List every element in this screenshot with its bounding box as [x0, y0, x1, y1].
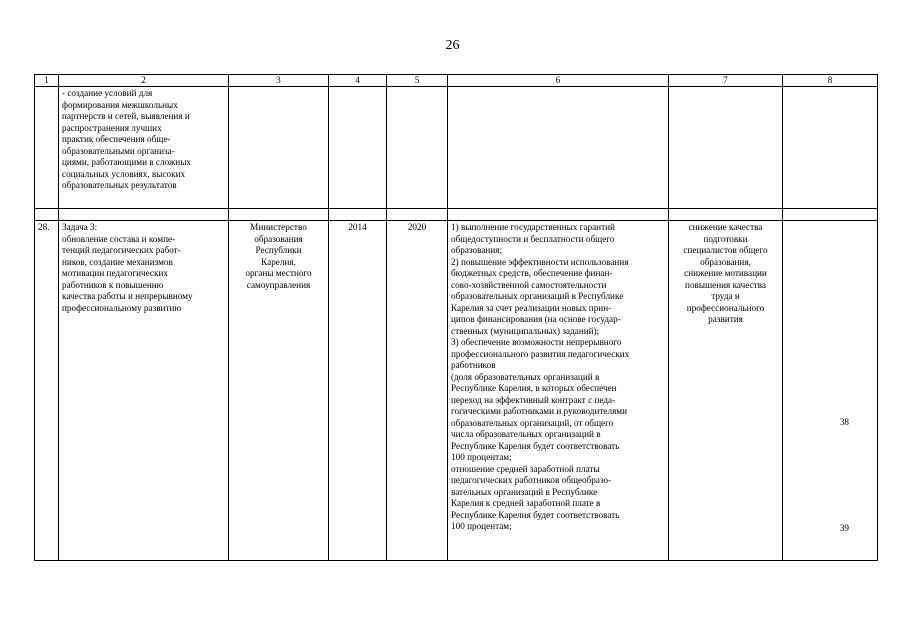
indicator-value: 38 [839, 417, 849, 427]
cell-empty [35, 209, 59, 221]
cell-empty [329, 209, 387, 221]
cell-empty [669, 87, 783, 209]
page-number: 26 [445, 38, 460, 53]
cell-empty [35, 87, 59, 209]
cell-empty [229, 209, 329, 221]
expected-results: 1) выполнение государственных гарантий общедоступности и бесплатности общего образования; 2) повышение эффективности использования бюджетных средств, обеспечение финан- сово-хозяйственной самостоятельности образовательных организаций в Республике Карелия за счет реализации новых прин- ципов финансирования (на основе государ- ственных (муниципальных) заданий); 3) обеспечение возможности непрерывного профессионального развития педагогических работников (доля образовательных организаций в Республике Карелия, в которых обеспечен переход на эффективный контракт с педа- гогическими работниками и руководителями образовательных организаций, от общего числа образовательных организаций в Республике Карелия будет соответствовать 100 процентам; отношение средней заработной платы педагогических работников общеобразо- вательных организаций в Республике Карелия к средней заработной плате в Республике Карелия будет соответствовать 100 процентам; [448, 221, 669, 561]
program-table [34, 74, 878, 561]
task-description: Задача 3: обновление состава и компе- тенций педагогических работ- ников, создание механизмов мотивации педагогических работников к повышению качества работы и непрерывному профессиональному развитию [59, 221, 229, 561]
header-row [35, 75, 878, 87]
end-year: 2020 [387, 221, 448, 561]
column-header-8: 8 [783, 75, 878, 87]
cell-empty [329, 87, 387, 209]
cell-empty [387, 87, 448, 209]
start-year: 2014 [329, 221, 387, 561]
table-row-28 [35, 221, 878, 561]
cell-empty [448, 87, 669, 209]
continuation-text: - создание условий для формирования межшкольных партнерств и сетей, выявления и распространения лучших практик обеспечения обще- образовательными организа- циями, работающими в сложных социальных условиях, высоких образовательных результатов [59, 87, 229, 209]
indicator-cell [783, 221, 878, 561]
cell-empty [669, 209, 783, 221]
cell-empty [783, 87, 878, 209]
row-number: 28. [35, 221, 59, 561]
column-header-4: 4 [329, 75, 387, 87]
cell-empty [448, 209, 669, 221]
column-header-3: 3 [229, 75, 329, 87]
column-header-6: 6 [448, 75, 669, 87]
column-header-5: 5 [387, 75, 448, 87]
indicator-value: 39 [839, 523, 849, 533]
column-header-7: 7 [669, 75, 783, 87]
executor: Министерство образования Республики Карелия, органы местного самоуправления [229, 221, 329, 561]
table-row-continuation [35, 87, 878, 209]
table-row-spacer [35, 209, 878, 221]
column-header-2: 2 [59, 75, 229, 87]
cell-empty [229, 87, 329, 209]
column-header-1: 1 [35, 75, 59, 87]
cell-empty [783, 209, 878, 221]
consequences: снижение качества подготовки специалистов общего образования, снижение мотивации повышения качества труда и профессионального развития [669, 221, 783, 561]
cell-empty [59, 209, 229, 221]
cell-empty [387, 209, 448, 221]
